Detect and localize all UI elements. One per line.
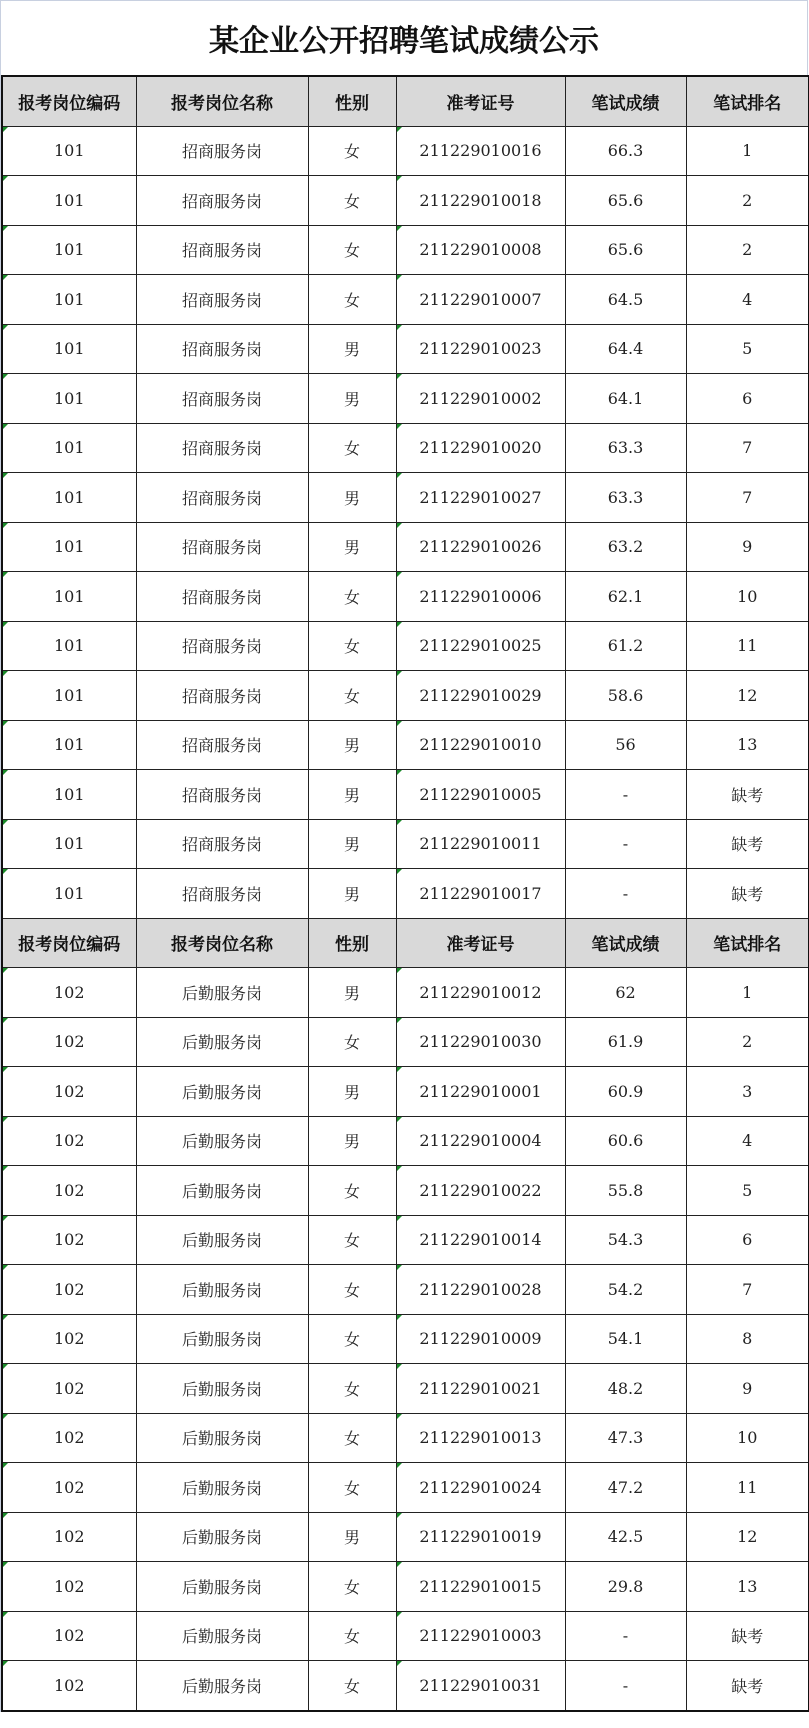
cell-rank[interactable]: 7 xyxy=(686,1265,809,1315)
cell-rank[interactable]: 12 xyxy=(686,671,809,721)
table-row xyxy=(2,1215,809,1265)
cell-ticket-number[interactable]: 211229010008 xyxy=(396,225,565,275)
cell-rank[interactable]: 缺考 xyxy=(686,1611,809,1661)
cell-score[interactable]: 55.8 xyxy=(565,1166,686,1216)
cell-rank[interactable]: 1 xyxy=(686,126,809,176)
cell-ticket-number[interactable]: 211229010021 xyxy=(396,1364,565,1414)
table-row xyxy=(2,126,809,176)
cell-gender[interactable]: 女 xyxy=(308,572,396,622)
cell-ticket-number[interactable]: 211229010015 xyxy=(396,1562,565,1612)
table-row xyxy=(2,572,809,622)
cell-position-name[interactable]: 后勤服务岗 xyxy=(136,968,308,1018)
cell-position-code[interactable]: 102 xyxy=(2,1562,136,1612)
cell-ticket-number[interactable]: 211229010001 xyxy=(396,1067,565,1117)
cell-gender[interactable]: 男 xyxy=(308,1067,396,1117)
cell-ticket-number[interactable]: 211229010014 xyxy=(396,1215,565,1265)
table-row xyxy=(2,275,809,325)
cell-score[interactable]: 65.6 xyxy=(565,225,686,275)
header-row xyxy=(2,918,809,968)
cell-position-code[interactable]: 101 xyxy=(2,275,136,325)
cell-gender[interactable]: 男 xyxy=(308,1512,396,1562)
table-row xyxy=(2,423,809,473)
cell-ticket-number[interactable]: 211229010019 xyxy=(396,1512,565,1562)
table-row xyxy=(2,1562,809,1612)
cell-position-code[interactable]: 102 xyxy=(2,1512,136,1562)
cell-gender[interactable]: 女 xyxy=(308,1265,396,1315)
cell-rank[interactable]: 4 xyxy=(686,275,809,325)
cell-position-code[interactable]: 101 xyxy=(2,572,136,622)
cell-score[interactable]: 60.9 xyxy=(565,1067,686,1117)
cell-position-code[interactable]: 101 xyxy=(2,522,136,572)
cell-score[interactable]: 54.2 xyxy=(565,1265,686,1315)
table-row xyxy=(2,1017,809,1067)
cell-score[interactable]: 66.3 xyxy=(565,126,686,176)
cell-gender[interactable]: 女 xyxy=(308,1364,396,1414)
cell-score[interactable]: 63.3 xyxy=(565,473,686,523)
cell-rank[interactable]: 6 xyxy=(686,1215,809,1265)
cell-gender[interactable]: 女 xyxy=(308,1017,396,1067)
header-ticket-number[interactable]: 准考证号 xyxy=(396,76,565,126)
page-title: 某企业公开招聘笔试成绩公示 xyxy=(1,0,808,75)
cell-position-code[interactable]: 101 xyxy=(2,423,136,473)
cell-rank[interactable]: 2 xyxy=(686,176,809,226)
cell-position-name[interactable]: 招商服务岗 xyxy=(136,869,308,919)
cell-position-name[interactable]: 后勤服务岗 xyxy=(136,1562,308,1612)
cell-ticket-number[interactable]: 211229010024 xyxy=(396,1463,565,1513)
cell-rank[interactable]: 10 xyxy=(686,572,809,622)
cell-position-code[interactable]: 102 xyxy=(2,968,136,1018)
cell-rank[interactable]: 10 xyxy=(686,1413,809,1463)
header-position-code[interactable]: 报考岗位编码 xyxy=(2,76,136,126)
cell-rank[interactable]: 12 xyxy=(686,1512,809,1562)
cell-position-name[interactable]: 招商服务岗 xyxy=(136,720,308,770)
cell-score[interactable]: 54.3 xyxy=(565,1215,686,1265)
cell-position-name[interactable]: 后勤服务岗 xyxy=(136,1413,308,1463)
cell-position-code[interactable]: 102 xyxy=(2,1314,136,1364)
cell-position-code[interactable]: 101 xyxy=(2,621,136,671)
table-row xyxy=(2,770,809,820)
cell-gender[interactable]: 女 xyxy=(308,1611,396,1661)
cell-ticket-number[interactable]: 211229010022 xyxy=(396,1166,565,1216)
cell-position-code[interactable]: 101 xyxy=(2,770,136,820)
cell-ticket-number[interactable]: 211229010013 xyxy=(396,1413,565,1463)
table-row xyxy=(2,1166,809,1216)
cell-position-code[interactable]: 101 xyxy=(2,869,136,919)
cell-rank[interactable]: 缺考 xyxy=(686,819,809,869)
cell-score[interactable]: 42.5 xyxy=(565,1512,686,1562)
cell-position-name[interactable]: 招商服务岗 xyxy=(136,770,308,820)
cell-gender[interactable]: 女 xyxy=(308,176,396,226)
cell-position-name[interactable]: 招商服务岗 xyxy=(136,522,308,572)
table-row xyxy=(2,522,809,572)
cell-position-code[interactable]: 102 xyxy=(2,1611,136,1661)
cell-gender[interactable]: 男 xyxy=(308,869,396,919)
cell-rank[interactable]: 13 xyxy=(686,1562,809,1612)
cell-rank[interactable]: 1 xyxy=(686,968,809,1018)
cell-ticket-number[interactable]: 211229010006 xyxy=(396,572,565,622)
cell-gender[interactable]: 女 xyxy=(308,1166,396,1216)
table-row xyxy=(2,621,809,671)
cell-position-name[interactable]: 后勤服务岗 xyxy=(136,1463,308,1513)
header-position-name[interactable]: 报考岗位名称 xyxy=(136,918,308,968)
cell-position-code[interactable]: 101 xyxy=(2,225,136,275)
header-position-code[interactable]: 报考岗位编码 xyxy=(2,918,136,968)
cell-score[interactable]: 65.6 xyxy=(565,176,686,226)
table-row xyxy=(2,1463,809,1513)
cell-position-code[interactable]: 102 xyxy=(2,1413,136,1463)
cell-ticket-number[interactable]: 211229010028 xyxy=(396,1265,565,1315)
cell-ticket-number[interactable]: 211229010026 xyxy=(396,522,565,572)
cell-ticket-number[interactable]: 211229010003 xyxy=(396,1611,565,1661)
table-row xyxy=(2,1116,809,1166)
cell-score[interactable]: - xyxy=(565,1661,686,1711)
cell-ticket-number[interactable]: 211229010005 xyxy=(396,770,565,820)
cell-score[interactable]: 62 xyxy=(565,968,686,1018)
cell-score[interactable]: 64.5 xyxy=(565,275,686,325)
cell-rank[interactable]: 7 xyxy=(686,423,809,473)
cell-score[interactable]: 54.1 xyxy=(565,1314,686,1364)
cell-score[interactable]: 62.1 xyxy=(565,572,686,622)
cell-gender[interactable]: 男 xyxy=(308,473,396,523)
cell-rank[interactable]: 5 xyxy=(686,324,809,374)
cell-score[interactable]: 61.9 xyxy=(565,1017,686,1067)
table-row xyxy=(2,1611,809,1661)
cell-rank[interactable]: 4 xyxy=(686,1116,809,1166)
header-gender[interactable]: 性别 xyxy=(308,76,396,126)
cell-position-code[interactable]: 102 xyxy=(2,1265,136,1315)
cell-position-name[interactable]: 招商服务岗 xyxy=(136,473,308,523)
cell-rank[interactable]: 3 xyxy=(686,1067,809,1117)
cell-gender[interactable]: 男 xyxy=(308,720,396,770)
cell-rank[interactable]: 9 xyxy=(686,522,809,572)
cell-position-code[interactable]: 102 xyxy=(2,1661,136,1711)
cell-position-name[interactable]: 后勤服务岗 xyxy=(136,1265,308,1315)
cell-ticket-number[interactable]: 211229010012 xyxy=(396,968,565,1018)
cell-ticket-number[interactable]: 211229010031 xyxy=(396,1661,565,1711)
cell-gender[interactable]: 男 xyxy=(308,374,396,424)
table-row xyxy=(2,176,809,226)
cell-position-name[interactable]: 后勤服务岗 xyxy=(136,1166,308,1216)
cell-ticket-number[interactable]: 211229010011 xyxy=(396,819,565,869)
cell-score[interactable]: - xyxy=(565,1611,686,1661)
cell-ticket-number[interactable]: 211229010007 xyxy=(396,275,565,325)
cell-rank[interactable]: 7 xyxy=(686,473,809,523)
cell-position-name[interactable]: 后勤服务岗 xyxy=(136,1314,308,1364)
table-row xyxy=(2,1364,809,1414)
cell-gender[interactable]: 男 xyxy=(308,968,396,1018)
table-row xyxy=(2,1661,809,1711)
cell-gender[interactable]: 男 xyxy=(308,324,396,374)
cell-ticket-number[interactable]: 211229010018 xyxy=(396,176,565,226)
cell-gender[interactable]: 女 xyxy=(308,126,396,176)
cell-ticket-number[interactable]: 211229010016 xyxy=(396,126,565,176)
table-row xyxy=(2,1265,809,1315)
header-ticket-number[interactable]: 准考证号 xyxy=(396,918,565,968)
cell-position-code[interactable]: 102 xyxy=(2,1463,136,1513)
cell-position-code[interactable]: 101 xyxy=(2,324,136,374)
cell-position-name[interactable]: 招商服务岗 xyxy=(136,275,308,325)
cell-gender[interactable]: 女 xyxy=(308,423,396,473)
cell-position-code[interactable]: 101 xyxy=(2,374,136,424)
cell-gender[interactable]: 女 xyxy=(308,225,396,275)
cell-position-code[interactable]: 101 xyxy=(2,176,136,226)
cell-position-code[interactable]: 101 xyxy=(2,671,136,721)
cell-ticket-number[interactable]: 211229010020 xyxy=(396,423,565,473)
header-row xyxy=(2,76,809,126)
cell-position-name[interactable]: 招商服务岗 xyxy=(136,572,308,622)
cell-position-name[interactable]: 后勤服务岗 xyxy=(136,1116,308,1166)
cell-gender[interactable]: 女 xyxy=(308,1661,396,1711)
cell-score[interactable]: 29.8 xyxy=(565,1562,686,1612)
table-row xyxy=(2,1314,809,1364)
cell-position-code[interactable]: 102 xyxy=(2,1166,136,1216)
table-row xyxy=(2,473,809,523)
cell-position-name[interactable]: 招商服务岗 xyxy=(136,324,308,374)
cell-rank[interactable]: 5 xyxy=(686,1166,809,1216)
cell-position-name[interactable]: 招商服务岗 xyxy=(136,126,308,176)
cell-rank[interactable]: 2 xyxy=(686,1017,809,1067)
table-row xyxy=(2,671,809,721)
table-row xyxy=(2,869,809,919)
cell-rank[interactable]: 8 xyxy=(686,1314,809,1364)
cell-score[interactable]: 56 xyxy=(565,720,686,770)
cell-gender[interactable]: 男 xyxy=(308,819,396,869)
cell-gender[interactable]: 女 xyxy=(308,1215,396,1265)
table-row xyxy=(2,720,809,770)
cell-gender[interactable]: 女 xyxy=(308,1463,396,1513)
header-rank[interactable]: 笔试排名 xyxy=(686,918,809,968)
cell-rank[interactable]: 缺考 xyxy=(686,1661,809,1711)
cell-score[interactable]: - xyxy=(565,869,686,919)
cell-rank[interactable]: 11 xyxy=(686,621,809,671)
cell-position-code[interactable]: 101 xyxy=(2,473,136,523)
table-row xyxy=(2,225,809,275)
cell-position-code[interactable]: 101 xyxy=(2,720,136,770)
cell-score[interactable]: 63.3 xyxy=(565,423,686,473)
cell-ticket-number[interactable]: 211229010017 xyxy=(396,869,565,919)
cell-score[interactable]: 48.2 xyxy=(565,1364,686,1414)
cell-position-name[interactable]: 招商服务岗 xyxy=(136,671,308,721)
cell-position-code[interactable]: 101 xyxy=(2,126,136,176)
cell-gender[interactable]: 男 xyxy=(308,522,396,572)
cell-rank[interactable]: 2 xyxy=(686,225,809,275)
cell-rank[interactable]: 9 xyxy=(686,1364,809,1414)
cell-score[interactable]: 47.2 xyxy=(565,1463,686,1513)
header-score[interactable]: 笔试成绩 xyxy=(565,918,686,968)
cell-gender[interactable]: 女 xyxy=(308,1314,396,1364)
table-row xyxy=(2,1512,809,1562)
cell-position-code[interactable]: 101 xyxy=(2,819,136,869)
cell-score[interactable]: 63.2 xyxy=(565,522,686,572)
cell-rank[interactable]: 11 xyxy=(686,1463,809,1513)
cell-position-name[interactable]: 后勤服务岗 xyxy=(136,1611,308,1661)
cell-rank[interactable]: 缺考 xyxy=(686,770,809,820)
cell-gender[interactable]: 男 xyxy=(308,770,396,820)
table-row xyxy=(2,1413,809,1463)
cell-position-name[interactable]: 招商服务岗 xyxy=(136,423,308,473)
cell-position-name[interactable]: 招商服务岗 xyxy=(136,176,308,226)
cell-ticket-number[interactable]: 211229010027 xyxy=(396,473,565,523)
cell-position-name[interactable]: 后勤服务岗 xyxy=(136,1067,308,1117)
cell-position-name[interactable]: 招商服务岗 xyxy=(136,225,308,275)
cell-ticket-number[interactable]: 211229010010 xyxy=(396,720,565,770)
cell-position-code[interactable]: 102 xyxy=(2,1364,136,1414)
cell-position-name[interactable]: 后勤服务岗 xyxy=(136,1215,308,1265)
cell-position-name[interactable]: 后勤服务岗 xyxy=(136,1364,308,1414)
cell-rank[interactable]: 13 xyxy=(686,720,809,770)
cell-position-code[interactable]: 102 xyxy=(2,1067,136,1117)
cell-ticket-number[interactable]: 211229010025 xyxy=(396,621,565,671)
cell-gender[interactable]: 女 xyxy=(308,621,396,671)
cell-position-name[interactable]: 招商服务岗 xyxy=(136,621,308,671)
cell-ticket-number[interactable]: 211229010002 xyxy=(396,374,565,424)
cell-position-code[interactable]: 102 xyxy=(2,1017,136,1067)
cell-score[interactable]: 64.4 xyxy=(565,324,686,374)
table-row xyxy=(2,324,809,374)
cell-gender[interactable]: 男 xyxy=(308,1116,396,1166)
cell-gender[interactable]: 女 xyxy=(308,1413,396,1463)
cell-gender[interactable]: 女 xyxy=(308,1562,396,1612)
header-gender[interactable]: 性别 xyxy=(308,918,396,968)
header-position-name[interactable]: 报考岗位名称 xyxy=(136,76,308,126)
score-table xyxy=(1,75,809,1712)
cell-position-name[interactable]: 后勤服务岗 xyxy=(136,1661,308,1711)
cell-position-name[interactable]: 后勤服务岗 xyxy=(136,1512,308,1562)
cell-ticket-number[interactable]: 211229010004 xyxy=(396,1116,565,1166)
cell-ticket-number[interactable]: 211229010023 xyxy=(396,324,565,374)
cell-ticket-number[interactable]: 211229010009 xyxy=(396,1314,565,1364)
cell-gender[interactable]: 女 xyxy=(308,671,396,721)
header-score[interactable]: 笔试成绩 xyxy=(565,76,686,126)
cell-ticket-number[interactable]: 211229010029 xyxy=(396,671,565,721)
cell-score[interactable]: 61.2 xyxy=(565,621,686,671)
table-row xyxy=(2,1067,809,1117)
cell-gender[interactable]: 女 xyxy=(308,275,396,325)
table-row xyxy=(2,374,809,424)
cell-score[interactable]: 60.6 xyxy=(565,1116,686,1166)
cell-score[interactable]: 64.1 xyxy=(565,374,686,424)
cell-rank[interactable]: 缺考 xyxy=(686,869,809,919)
table-row xyxy=(2,968,809,1018)
table-row xyxy=(2,819,809,869)
cell-rank[interactable]: 6 xyxy=(686,374,809,424)
cell-score[interactable]: 58.6 xyxy=(565,671,686,721)
cell-score[interactable]: - xyxy=(565,819,686,869)
cell-position-code[interactable]: 102 xyxy=(2,1116,136,1166)
cell-position-name[interactable]: 后勤服务岗 xyxy=(136,1017,308,1067)
cell-position-code[interactable]: 102 xyxy=(2,1215,136,1265)
cell-position-name[interactable]: 招商服务岗 xyxy=(136,819,308,869)
header-rank[interactable]: 笔试排名 xyxy=(686,76,809,126)
cell-ticket-number[interactable]: 211229010030 xyxy=(396,1017,565,1067)
cell-score[interactable]: 47.3 xyxy=(565,1413,686,1463)
cell-score[interactable]: - xyxy=(565,770,686,820)
cell-position-name[interactable]: 招商服务岗 xyxy=(136,374,308,424)
